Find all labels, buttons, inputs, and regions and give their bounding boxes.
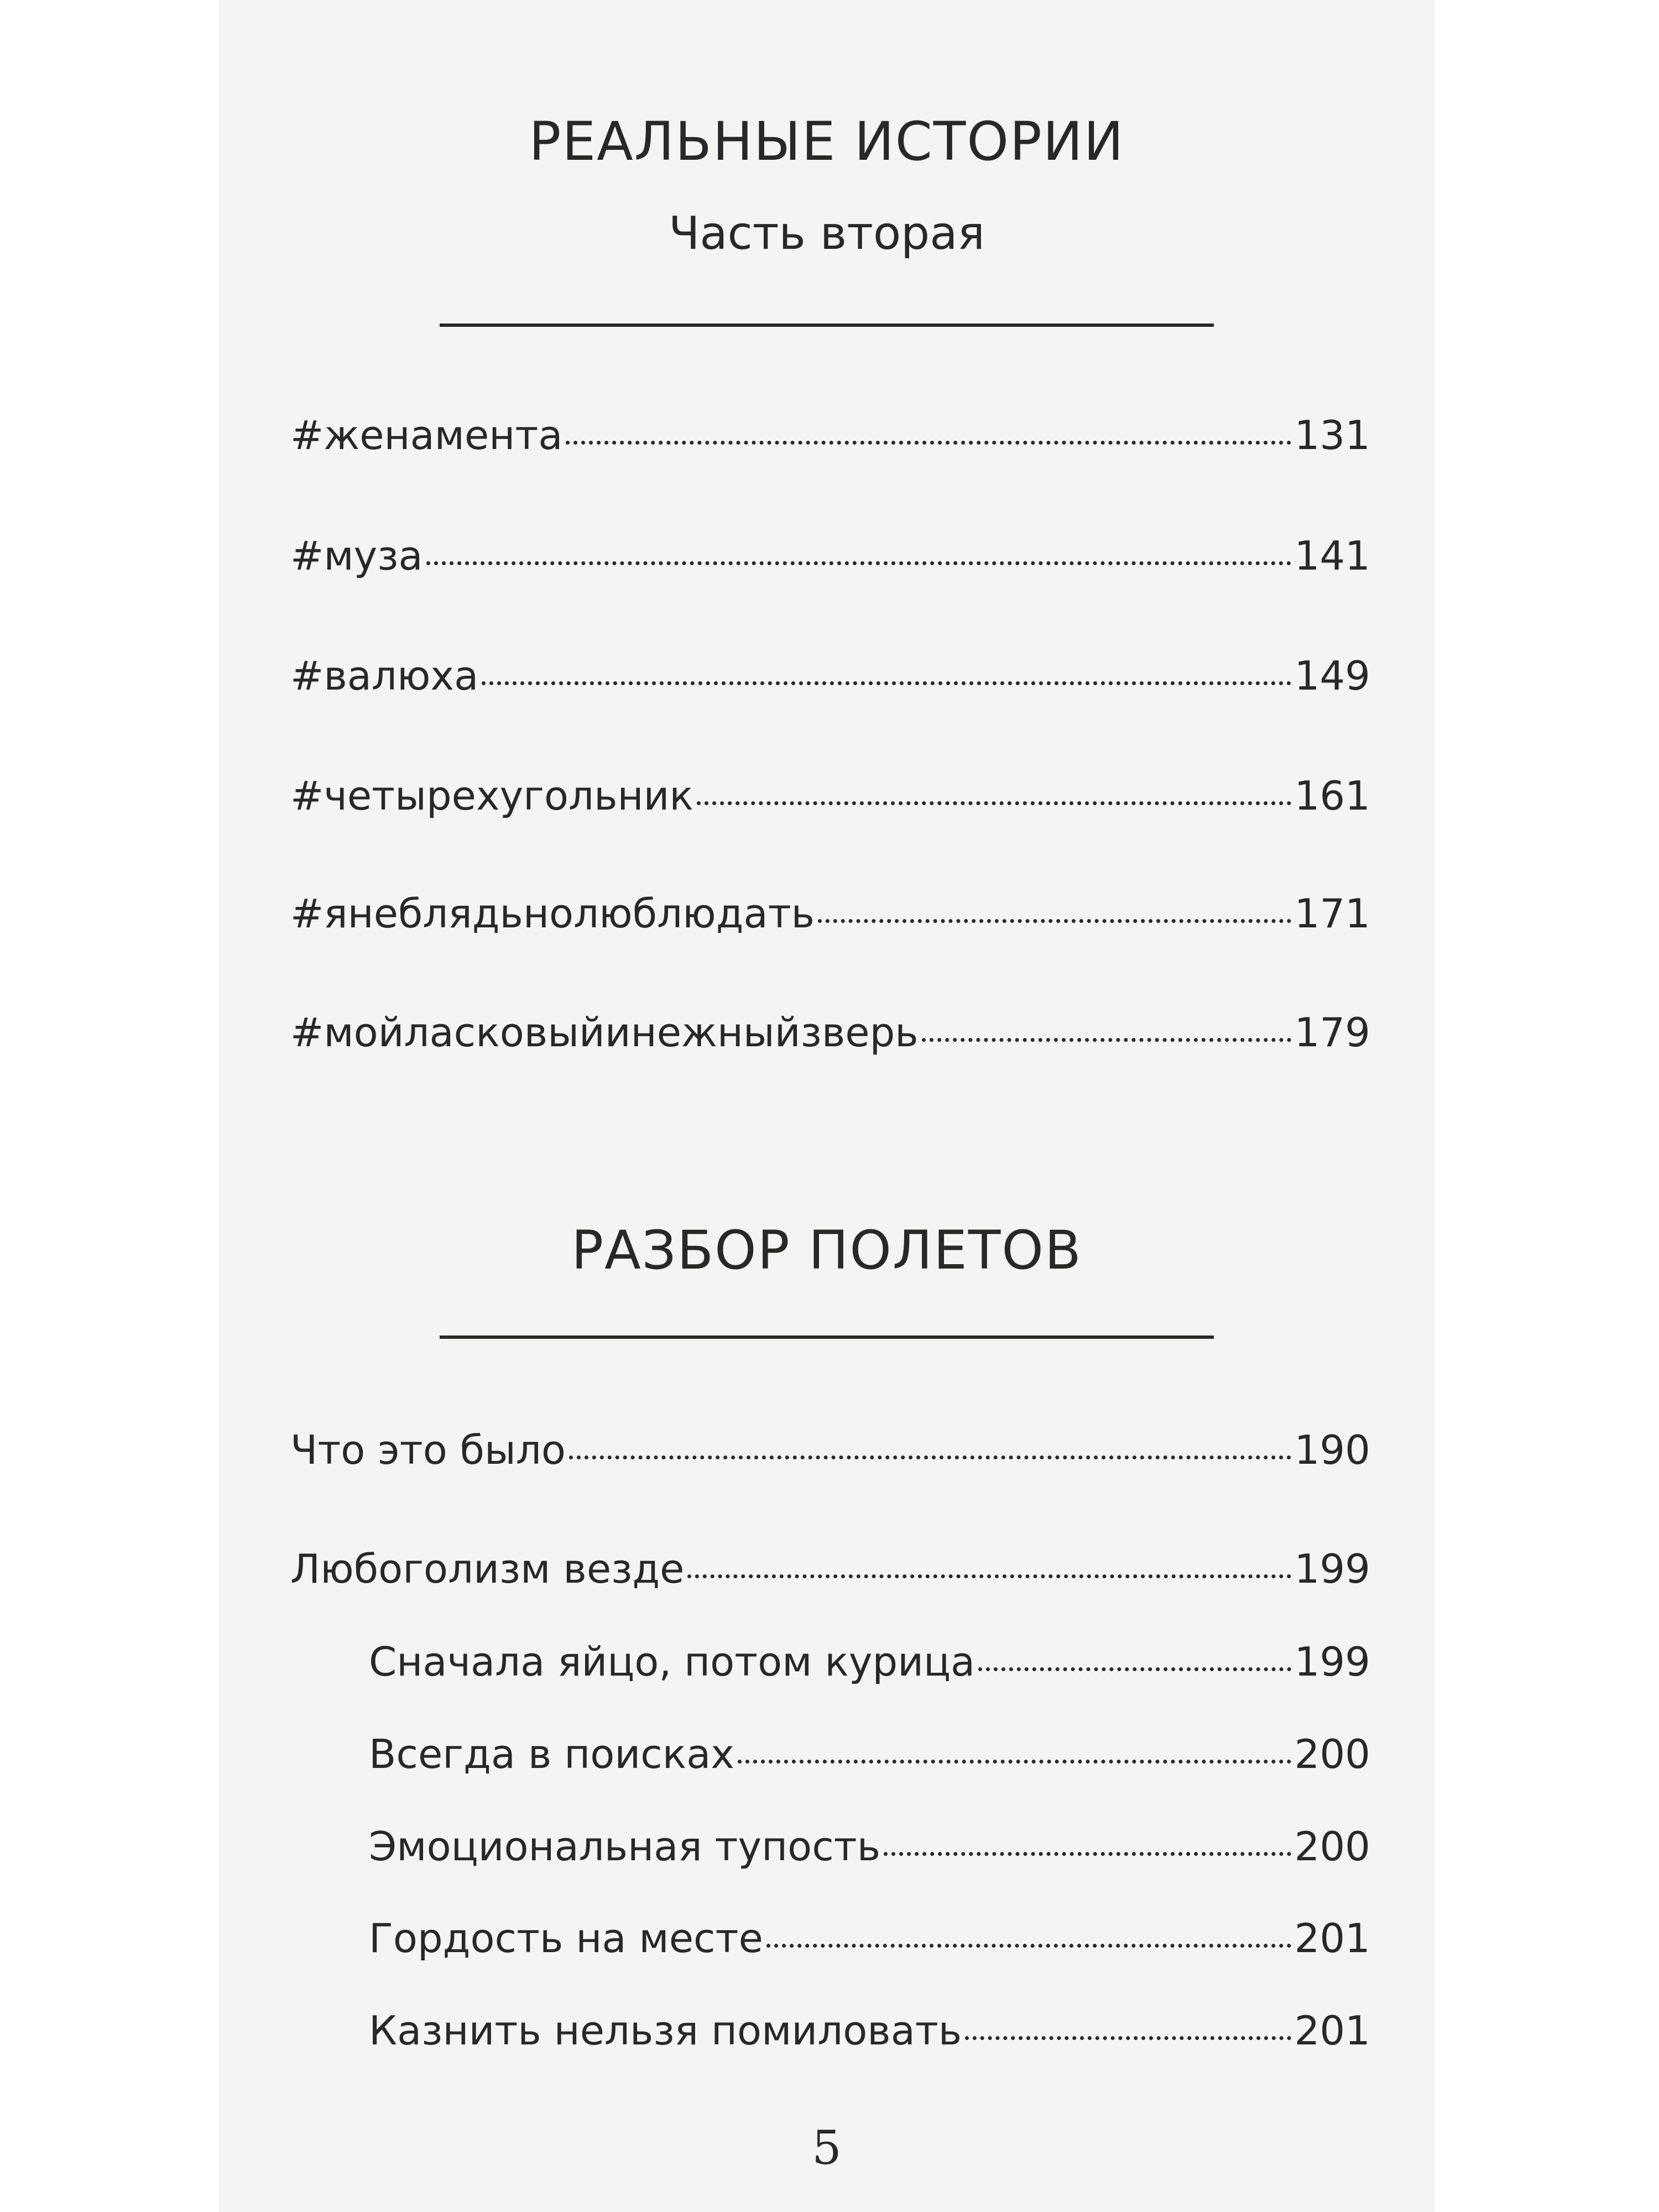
toc-entry-page: 190 (1294, 1427, 1370, 1473)
toc-entry-label: #женамента (290, 412, 563, 458)
page-number: 5 (812, 2121, 842, 2175)
toc-entry-label: #валюха (290, 653, 479, 699)
toc-entry-label: #янеблядьнолюблюдать (290, 890, 815, 937)
toc-entry-page: 161 (1294, 773, 1370, 819)
section-title-real-stories: РЕАЛЬНЫЕ ИСТОРИИ (529, 111, 1125, 173)
toc-entry[interactable] (290, 412, 1370, 467)
dot-leader (569, 1455, 1291, 1459)
toc-subentry[interactable] (369, 1731, 1370, 1786)
toc-subentry-label: Казнить нельзя помиловать (369, 2007, 962, 2054)
toc-entry-label: #четырехугольник (290, 773, 693, 819)
dot-leader (697, 801, 1291, 805)
toc-entry[interactable] (290, 533, 1370, 588)
toc-entry[interactable] (290, 890, 1370, 946)
toc-subentry-label: Всегда в поисках (369, 1731, 734, 1777)
toc-entry[interactable] (290, 1546, 1370, 1601)
toc-entry[interactable] (290, 653, 1370, 708)
toc-entry-page: 171 (1294, 890, 1370, 937)
toc-entry[interactable] (290, 773, 1370, 828)
dot-leader (884, 1852, 1291, 1856)
section-title-flight-review: РАЗБОР ПОЛЕТОВ (571, 1219, 1082, 1281)
toc-subentry-label: Эмоциональная тупость (369, 1823, 881, 1870)
toc-entry[interactable] (290, 1009, 1370, 1065)
toc-subentry-page: 199 (1294, 1639, 1370, 1685)
toc-subentry-page: 201 (1294, 1915, 1370, 1961)
toc-subentry[interactable] (369, 1639, 1370, 1694)
toc-subentry[interactable] (369, 1915, 1370, 1970)
divider-rule (440, 324, 1214, 327)
toc-entry-label: Любоголизм везде (290, 1546, 685, 1592)
dot-leader (482, 681, 1291, 685)
divider-rule (440, 1335, 1214, 1339)
toc-entry-label: #муза (290, 533, 423, 579)
book-page (218, 0, 1435, 2212)
dot-leader (687, 1574, 1291, 1578)
dot-leader (818, 919, 1291, 923)
toc-subentry[interactable] (369, 1823, 1370, 1879)
toc-entry[interactable] (290, 1427, 1370, 1482)
toc-subentry-page: 200 (1294, 1731, 1370, 1777)
dot-leader (922, 1038, 1291, 1042)
dot-leader (965, 2036, 1291, 2040)
toc-entry-page: 149 (1294, 653, 1370, 699)
dot-leader (978, 1667, 1291, 1671)
toc-entry-page: 131 (1294, 412, 1370, 458)
toc-entry-page: 179 (1294, 1009, 1370, 1056)
toc-entry-label: Что это было (290, 1427, 566, 1473)
dot-leader (766, 1944, 1291, 1948)
toc-subentry-page: 200 (1294, 1823, 1370, 1870)
toc-entry-page: 199 (1294, 1546, 1370, 1592)
dot-leader (738, 1760, 1291, 1764)
dot-leader (566, 441, 1291, 445)
toc-subentry-label: Гордость на месте (369, 1915, 763, 1961)
toc-subentry-page: 201 (1294, 2007, 1370, 2054)
toc-entry-label: #мойласковыйинежныйзверь (290, 1009, 919, 1056)
toc-entry-page: 141 (1294, 533, 1370, 579)
section-subtitle: Часть вторая (669, 207, 985, 260)
toc-subentry[interactable] (369, 2007, 1370, 2063)
dot-leader (426, 561, 1291, 565)
toc-subentry-label: Сначала яйцо, потом курица (369, 1639, 975, 1685)
